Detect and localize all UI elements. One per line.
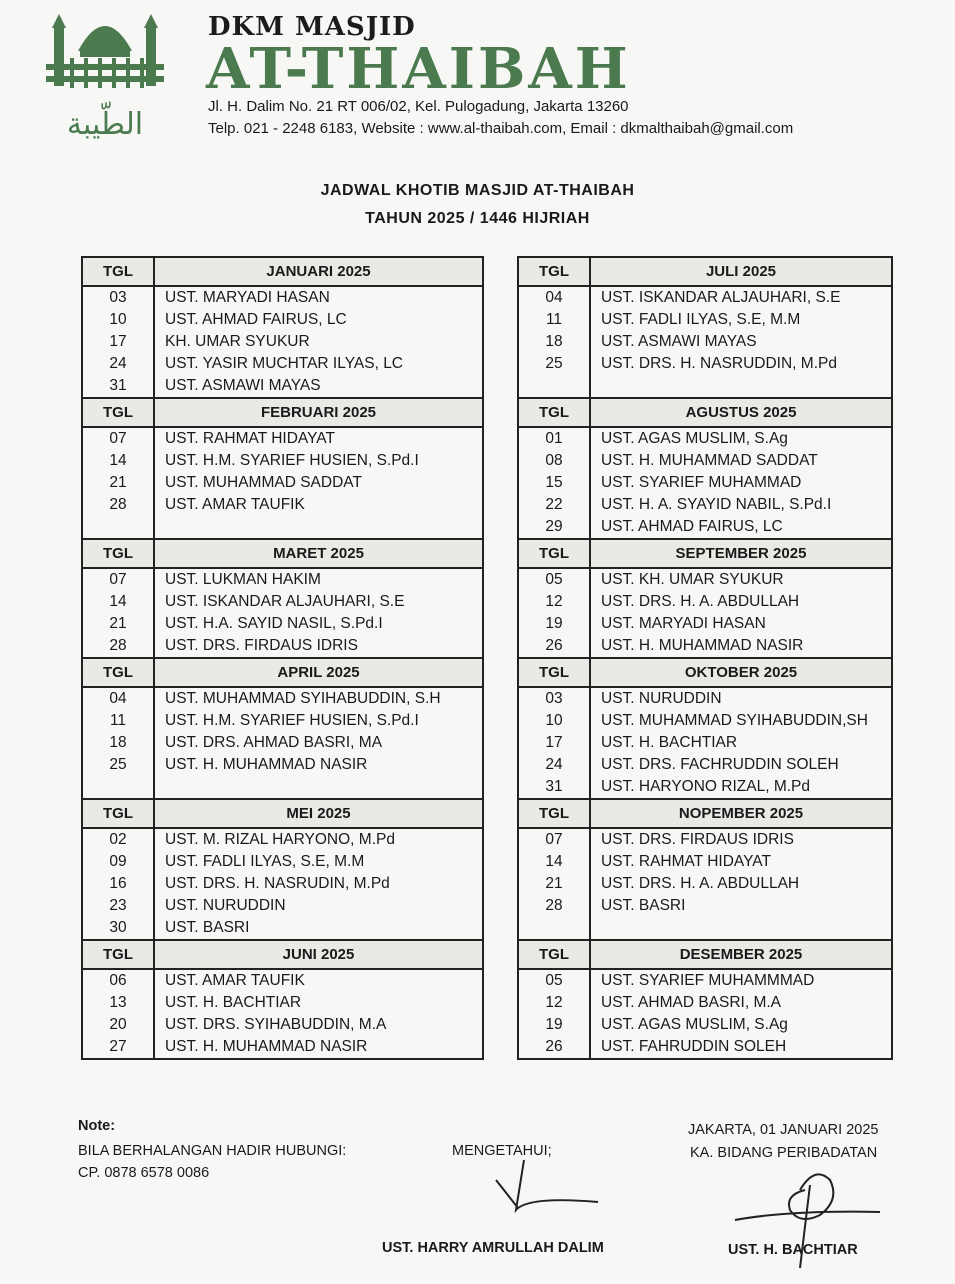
khotib-name: [155, 776, 482, 798]
month-header: [519, 540, 891, 569]
khotib-name: UST. YASIR MUCHTAR ILYAS, LC: [165, 355, 404, 372]
schedule-date: 06: [109, 972, 127, 989]
acknowledged-label: MENGETAHUI;: [452, 1143, 552, 1159]
khotib-name: UST. ASMAWI MAYAS: [165, 377, 321, 394]
schedule-date: 18: [109, 734, 127, 751]
schedule-date: 05: [545, 571, 563, 588]
note-label: Note:: [78, 1118, 116, 1134]
khotib-name: UST. MUHAMMAD SYIHABUDDIN,SH: [601, 712, 868, 729]
khotib-name: UST. FADLI ILYAS, S.E, M.M: [601, 311, 801, 328]
khotib-name: UST. H. MUHAMMAD NASIR: [601, 637, 804, 654]
schedule-date: 21: [109, 474, 127, 491]
month-block: [81, 659, 484, 800]
schedule-date: [519, 917, 589, 939]
khotib-name: UST. HARYONO RIZAL, M.Pd: [601, 778, 811, 795]
month-header: [519, 258, 891, 287]
khotib-name: UST. AHMAD BASRI, M.A: [601, 994, 782, 1011]
khotib-name: UST. H. MUHAMMAD SADDAT: [601, 452, 818, 469]
note-line1: BILA BERHALANGAN HADIR HUBUNGI:: [78, 1143, 347, 1159]
schedule-date: 29: [545, 518, 563, 535]
khotib-name: UST. NURUDDIN: [601, 690, 722, 707]
schedule-date: 17: [545, 734, 563, 751]
schedule-date: 12: [545, 994, 563, 1011]
signer-right-name: UST. H. BACHTIAR: [728, 1242, 858, 1258]
schedule-date: [519, 375, 589, 397]
khotib-name: UST. BASRI: [165, 919, 250, 936]
month-name: OKTOBER 2025: [684, 664, 798, 681]
month-name: AGUSTUS 2025: [685, 404, 797, 421]
schedule-date: 14: [109, 452, 127, 469]
month-name: MEI 2025: [286, 805, 351, 822]
khotib-name: UST. RAHMAT HIDAYAT: [601, 853, 771, 870]
tgl-header: TGL: [83, 258, 155, 285]
khotib-name: UST. ASMAWI MAYAS: [601, 333, 757, 350]
schedule-date: 19: [545, 1016, 563, 1033]
month-block: [81, 800, 484, 941]
month-name: JUNI 2025: [282, 946, 355, 963]
org-contact: Telp. 021 - 2248 6183, Website : www.al-thaibah.com, Email : dkmalthaibah@gmail.com: [208, 120, 794, 137]
schedule-date: 25: [109, 756, 127, 773]
khotib-name: [155, 516, 482, 538]
schedule-date: 07: [109, 430, 127, 447]
khotib-name: UST. H. MUHAMMAD NASIR: [165, 1038, 368, 1055]
month-name: APRIL 2025: [277, 664, 360, 681]
schedule-date: 21: [545, 875, 563, 892]
org-address: Jl. H. Dalim No. 21 RT 006/02, Kel. Pulogadung, Jakarta 13260: [208, 98, 629, 115]
schedule-date: 24: [545, 756, 563, 773]
tgl-header: TGL: [519, 659, 591, 686]
month-block: [517, 800, 893, 941]
schedule-column-left: [81, 256, 484, 1060]
khotib-name: UST. AGAS MUSLIM, S.Ag: [601, 1016, 788, 1033]
khotib-name: UST. H. BACHTIAR: [165, 994, 302, 1011]
org-name-line1: DKM MASJID: [208, 12, 416, 42]
khotib-name: UST. H. BACHTIAR: [601, 734, 738, 751]
khotib-name: [591, 375, 891, 397]
month-header: [83, 659, 482, 688]
khotib-name: UST. MUHAMMAD SADDAT: [165, 474, 362, 491]
khotib-name: UST. SYARIEF MUHAMMAD: [601, 474, 802, 491]
khotib-name: UST. RAHMAT HIDAYAT: [165, 430, 335, 447]
khotib-name: UST. SYARIEF MUHAMMMAD: [601, 972, 815, 989]
khotib-name: UST. BASRI: [601, 897, 686, 914]
month-name: NOPEMBER 2025: [678, 805, 804, 822]
signer-left-name: UST. HARRY AMRULLAH DALIM: [382, 1240, 604, 1256]
schedule-date: 11: [109, 712, 127, 729]
khotib-name: UST. DRS. H. A. ABDULLAH: [601, 875, 800, 892]
khotib-name: UST. DRS. FIRDAUS IDRIS: [601, 831, 794, 848]
schedule-date: 14: [545, 853, 563, 870]
schedule-date: 27: [109, 1038, 127, 1055]
schedule-date: 07: [109, 571, 127, 588]
khotib-name: UST. H.M. SYARIEF HUSIEN, S.Pd.I: [165, 452, 419, 469]
month-header: [83, 941, 482, 970]
khotib-name: UST. FAHRUDDIN SOLEH: [601, 1038, 787, 1055]
signature-left-icon: [488, 1150, 608, 1220]
khotib-name: UST. DRS. FIRDAUS IDRIS: [165, 637, 358, 654]
schedule-date: 03: [545, 690, 563, 707]
schedule-column-right: [517, 256, 893, 1060]
month-block: [81, 399, 484, 540]
schedule-date: 15: [545, 474, 563, 491]
khotib-name: UST. FADLI ILYAS, S.E, M.M: [165, 853, 365, 870]
schedule-date: 26: [545, 1038, 563, 1055]
schedule-date: 03: [109, 289, 127, 306]
schedule-date: 28: [109, 496, 127, 513]
month-header: [519, 941, 891, 970]
schedule-date: 30: [109, 919, 127, 936]
schedule-date: 11: [545, 311, 563, 328]
signer-position: KA. BIDANG PERIBADATAN: [690, 1145, 878, 1161]
khotib-name: UST. NURUDDIN: [165, 897, 286, 914]
schedule-date: 10: [109, 311, 127, 328]
tgl-header: TGL: [83, 540, 155, 567]
mosque-logo-icon: [40, 6, 170, 146]
schedule-date: 08: [545, 452, 563, 469]
schedule-date: 19: [545, 615, 563, 632]
schedule-date: 18: [545, 333, 563, 350]
doc-title-line1: JADWAL KHOTIB MASJID AT-THAIBAH: [320, 182, 635, 199]
schedule-date: 17: [109, 333, 127, 350]
tgl-header: TGL: [519, 800, 591, 827]
schedule-date: 25: [545, 355, 563, 372]
month-name: MARET 2025: [273, 545, 364, 562]
month-header: [519, 659, 891, 688]
khotib-name: UST. DRS. AHMAD BASRI, MA: [165, 734, 383, 751]
khotib-name: UST. H. MUHAMMAD NASIR: [165, 756, 368, 773]
khotib-name: KH. UMAR SYUKUR: [165, 333, 310, 350]
month-block: [517, 659, 893, 800]
month-header: [83, 258, 482, 287]
month-block: [517, 941, 893, 1060]
tgl-header: TGL: [83, 800, 155, 827]
tgl-header: TGL: [519, 540, 591, 567]
khotib-name: UST. H.A. SAYID NASIL, S.Pd.I: [165, 615, 383, 632]
khotib-name: UST. DRS. FACHRUDDIN SOLEH: [601, 756, 839, 773]
month-block: [81, 256, 484, 399]
schedule-date: 07: [545, 831, 563, 848]
khotib-name: UST. DRS. H. NASRUDDIN, M.Pd: [601, 355, 837, 372]
khotib-name: UST. MUHAMMAD SYIHABUDDIN, S.H: [165, 690, 441, 707]
khotib-name: UST. DRS. SYIHABUDDIN, M.A: [165, 1016, 387, 1033]
schedule-date: 22: [545, 496, 563, 513]
khotib-name: UST. DRS. H. NASRUDIN, M.Pd: [165, 875, 390, 892]
khotib-name: UST. KH. UMAR SYUKUR: [601, 571, 784, 588]
schedule-date: 23: [109, 897, 127, 914]
month-block: [81, 941, 484, 1060]
khotib-name: UST. AHMAD FAIRUS, LC: [601, 518, 783, 535]
logo-arabic-text: الطّيبة: [66, 107, 144, 142]
month-name: JANUARI 2025: [266, 263, 371, 280]
schedule-date: 12: [545, 593, 563, 610]
schedule-date: 04: [109, 690, 127, 707]
khotib-name: UST. DRS. H. A. ABDULLAH: [601, 593, 800, 610]
khotib-name: UST. LUKMAN HAKIM: [165, 571, 321, 588]
schedule-date: [83, 516, 153, 538]
doc-title-line2: TAHUN 2025 / 1446 HIJRIAH: [365, 210, 590, 227]
tgl-header: TGL: [519, 258, 591, 285]
khotib-name: UST. AMAR TAUFIK: [165, 972, 305, 989]
schedule-date: 31: [545, 778, 563, 795]
schedule-date: 10: [545, 712, 563, 729]
schedule-date: 21: [109, 615, 127, 632]
khotib-name: UST. H. A. SYAYID NABIL, S.Pd.I: [601, 496, 832, 513]
schedule-date: 09: [109, 853, 127, 870]
schedule-date: 31: [109, 377, 127, 394]
schedule-date: 24: [109, 355, 127, 372]
tgl-header: TGL: [83, 399, 155, 426]
khotib-name: UST. MARYADI HASAN: [165, 289, 330, 306]
place-date: JAKARTA, 01 JANUARI 2025: [688, 1122, 879, 1138]
month-header: [519, 800, 891, 829]
khotib-name: UST. AHMAD FAIRUS, LC: [165, 311, 347, 328]
month-name: DESEMBER 2025: [679, 946, 803, 963]
khotib-name: UST. AGAS MUSLIM, S.Ag: [601, 430, 788, 447]
schedule-date: 04: [545, 289, 563, 306]
month-header: [519, 399, 891, 428]
schedule-date: 05: [545, 972, 563, 989]
khotib-name: UST. MARYADI HASAN: [601, 615, 766, 632]
khotib-name: UST. ISKANDAR ALJAUHARI, S.E: [601, 289, 841, 306]
schedule-date: [83, 776, 153, 798]
schedule-date: 28: [545, 897, 563, 914]
month-block: [517, 399, 893, 540]
schedule-date: 13: [109, 994, 127, 1011]
schedule-date: 20: [109, 1016, 127, 1033]
month-header: [83, 540, 482, 569]
khotib-name: UST. AMAR TAUFIK: [165, 496, 305, 513]
month-block: [81, 540, 484, 659]
khotib-name: UST. H.M. SYARIEF HUSIEN, S.Pd.I: [165, 712, 419, 729]
schedule-date: 01: [545, 430, 563, 447]
schedule-date: 14: [109, 593, 127, 610]
month-name: JULI 2025: [705, 263, 777, 280]
note-contact-phone: CP. 0878 6578 0086: [78, 1165, 210, 1181]
month-block: [517, 256, 893, 399]
month-header: [83, 800, 482, 829]
org-name-line2: AT-THAIBAH: [206, 36, 631, 102]
tgl-header: TGL: [83, 941, 155, 968]
month-header: [83, 399, 482, 428]
tgl-header: TGL: [519, 941, 591, 968]
tgl-header: TGL: [519, 399, 591, 426]
schedule-date: 16: [109, 875, 127, 892]
month-block: [517, 540, 893, 659]
khotib-name: [591, 917, 891, 939]
month-name: SEPTEMBER 2025: [675, 545, 807, 562]
khotib-name: UST. M. RIZAL HARYONO, M.Pd: [165, 831, 395, 848]
khotib-name: UST. ISKANDAR ALJAUHARI, S.E: [165, 593, 405, 610]
schedule-date: 02: [109, 831, 127, 848]
tgl-header: TGL: [83, 659, 155, 686]
schedule-date: 28: [109, 637, 127, 654]
month-name: FEBRUARI 2025: [260, 404, 377, 421]
schedule-date: 26: [545, 637, 563, 654]
